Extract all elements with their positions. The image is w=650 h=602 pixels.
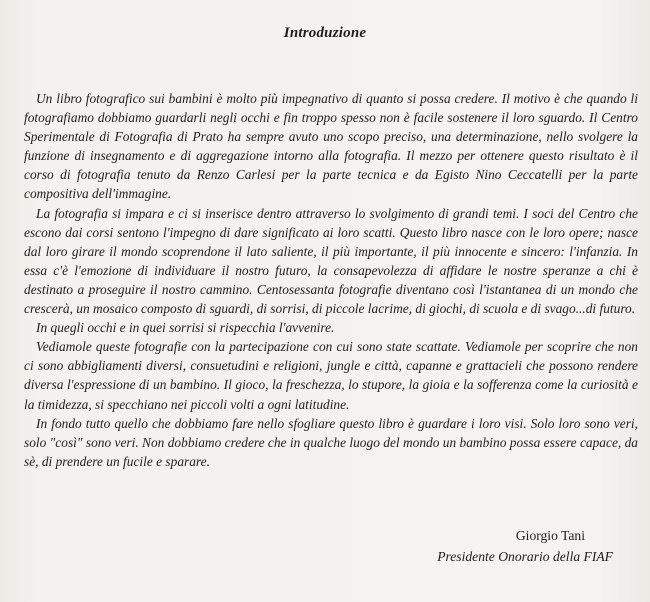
- body-text: [24, 89, 638, 471]
- paragraph-5: In fondo tutto quello che dobbiamo fare nello sfogliare questo libro è guardare i loro visi. Solo loro sono veri, solo "così" sono veri. Non dobbiamo credere che in qualche luogo del mondo un bambino possa essere capace, da sè, di prendere un fucile e sparare.: [24, 415, 638, 469]
- page-title: Introduzione: [283, 25, 367, 41]
- paragraph-4: Vediamole queste fotografie con la partecipazione con cui sono state scattate. Vediamole per scoprire che non ci sono abbigliamenti diversi, consuetudini e religioni, jungle e città, capanne e grattacieli che possono rendere diversa l'espressione di un bambino. Il gioco, la freschezza, lo stupore, la gioia e la sofferenza come la curiosità e la timidezza, si specchiano nei piccoli volti a ogni latitudine.: [24, 339, 638, 412]
- paragraph-2: La fotografia si impara e ci si inserisce dentro attraverso lo svolgimento di grandi temi. I soci del Centro che escono dai corsi sentono l'impegno di dare significato ai loro scatti. Questo libro nasce con le loro opere; nasce dal loro girare il mondo scoprendone il lato saliente, il più importante, il più innocente e sincero: l'infanzia. In essa c'è l'emozione di individuare il nostro futuro, la consapevolezza di affidare le nostre speranze a chi è destinato a proseguire il nostro cammino. Centosessanta fotografie diventano così l'istantanea di un mondo che crescerà, un mosaico composto di sguardi, di sorrisi, di piccole lacrime, di giochi, di scuola e di svago...di futuro.: [24, 205, 638, 317]
- paragraph-1: Un libro fotografico sui bambini è molto più impegnativo di quanto si possa credere. Il motivo è che quando li fotografiamo dobbiamo guardarli negli occhi e fin troppo spesso non è facile sostenere il loro sguardo. Il Centro Sperimentale di Fotografia di Prato ha sempre avuto uno scopo preciso, una determinazione, nello svolgere la funzione di insegnamento e di aggregazione intorno alla fotografia. Il mezzo per ottenere questo risultato è il corso di fotografia tenuto da Renzo Carlesi per la parte tecnica e da Egisto Nino Ceccatelli per la parte compositiva dell'immagine.: [24, 91, 638, 202]
- signature-role: Presidente Onorario della FIAF: [437, 549, 613, 564]
- paragraph-3: In quegli occhi e in quei sorrisi si rispecchia l'avvenire.: [36, 320, 335, 336]
- signature-name: Giorgio Tani: [515, 528, 585, 543]
- signature-block: [437, 525, 613, 567]
